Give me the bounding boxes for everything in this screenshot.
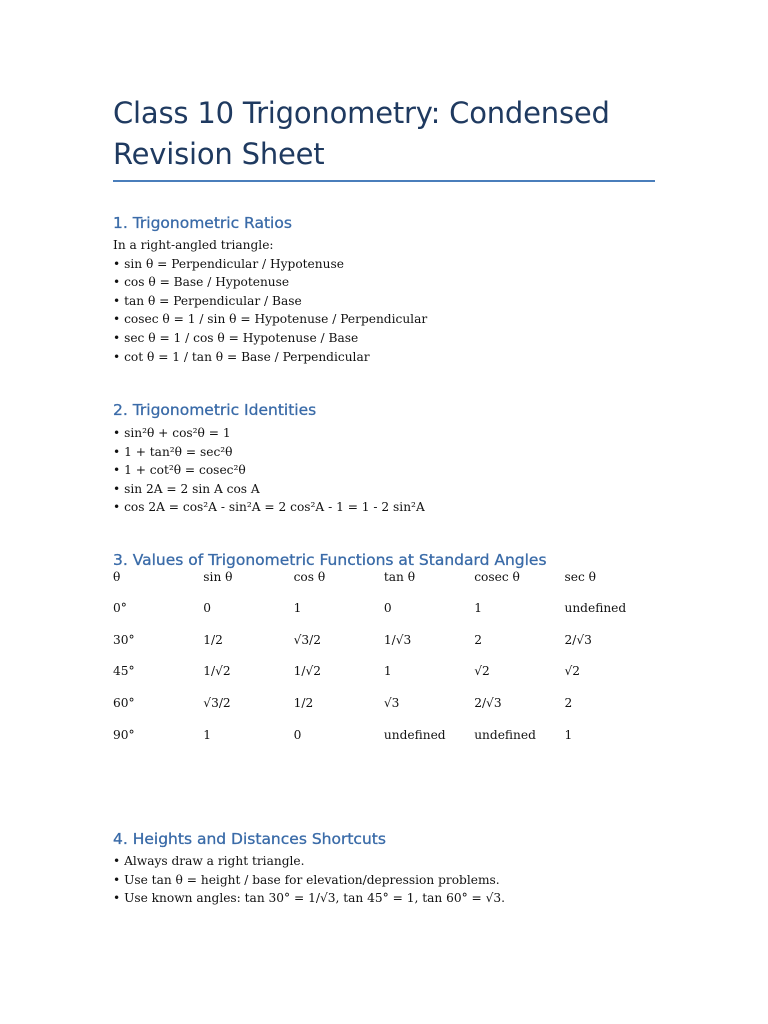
- table-cell: 45°: [113, 664, 135, 679]
- table-cell: 1: [293, 601, 302, 615]
- section-heading-values: 3. Values of Trigonometric Functions at Standard Angles: [113, 551, 547, 569]
- table-cell: 1/√3: [383, 632, 412, 647]
- table-cell: √3/2: [203, 696, 231, 711]
- table-cell: undefined: [474, 727, 536, 742]
- table-cell: 30°: [113, 632, 135, 647]
- table-cell: 0°: [113, 601, 127, 615]
- table-cell: √2: [474, 664, 490, 679]
- column-header: cosec θ: [474, 570, 520, 584]
- table-header-row: [113, 570, 655, 601]
- list-item: • Use tan θ = height / base for elevation/depression problems.: [113, 872, 500, 887]
- table-cell: 1: [564, 727, 573, 742]
- table-cell: 1/√2: [293, 664, 321, 679]
- table-cell: 2/√3: [564, 632, 592, 647]
- table-cell: √3/2: [293, 632, 321, 647]
- section-heading-heights: 4. Heights and Distances Shortcuts: [113, 830, 386, 848]
- table-cell: undefined: [383, 727, 446, 742]
- table-cell: 1/2: [293, 696, 314, 711]
- table-row: [113, 728, 655, 760]
- column-header: sin θ: [203, 570, 233, 584]
- section-heading-identities: 2. Trigonometric Identities: [113, 401, 317, 419]
- column-header: cos θ: [293, 570, 326, 584]
- table-row: [113, 633, 655, 665]
- table-cell: 0: [203, 601, 212, 615]
- table-cell: undefined: [564, 601, 627, 615]
- column-header: tan θ: [383, 570, 416, 584]
- list-item: • sin 2A = 2 sin A cos A: [113, 481, 260, 496]
- table-cell: 0: [293, 727, 302, 742]
- ratios-content: [113, 236, 427, 366]
- list-item: • cot θ = 1 / tan θ = Base / Perpendicular: [113, 349, 370, 364]
- list-item: • Always draw a right triangle.: [113, 854, 305, 868]
- table-row: [113, 696, 655, 728]
- table-cell: 2: [564, 696, 573, 711]
- table-cell: 90°: [113, 727, 135, 742]
- list-item: • cosec θ = 1 / sin θ = Hypotenuse / Perpendicular: [113, 312, 428, 327]
- standard-angles-table: [113, 570, 655, 759]
- table-cell: 2: [474, 632, 482, 647]
- table-cell: 1: [203, 727, 212, 742]
- list-item: • cos 2A = cos²A - sin²A = 2 cos²A - 1 = 1 - 2 sin²A: [113, 500, 425, 515]
- identities-content: [113, 424, 425, 517]
- page-title: Class 10 Trigonometry: Condensed Revision Sheet: [113, 96, 610, 171]
- list-item: • sin²θ + cos²θ = 1: [113, 426, 231, 440]
- list-item: • 1 + cot²θ = cosec²θ: [113, 463, 246, 478]
- list-item: • 1 + tan²θ = sec²θ: [113, 444, 233, 459]
- table-cell: 60°: [113, 696, 135, 711]
- table-cell: 1: [383, 664, 392, 679]
- list-item: • tan θ = Perpendicular / Base: [113, 293, 302, 308]
- list-item: • sec θ = 1 / cos θ = Hypotenuse / Base: [113, 330, 359, 345]
- list-item: • sin θ = Perpendicular / Hypotenuse: [113, 256, 344, 271]
- list-item: • Use known angles: tan 30° = 1/√3, tan 45° = 1, tan 60° = √3.: [113, 891, 506, 906]
- table-cell: 2/√3: [474, 696, 502, 711]
- table-cell: 1/2: [203, 632, 223, 647]
- section-heading-ratios: 1. Trigonometric Ratios: [113, 214, 292, 232]
- heights-content: [113, 852, 505, 908]
- table-cell: 1/√2: [203, 664, 231, 679]
- column-header: sec θ: [564, 570, 596, 584]
- table-row: [113, 664, 655, 696]
- table-cell: √3: [383, 696, 400, 711]
- table-cell: 1: [474, 601, 482, 615]
- table-cell: 0: [383, 601, 392, 615]
- table-cell: √2: [564, 664, 581, 679]
- table-row: [113, 601, 655, 633]
- list-item: • cos θ = Base / Hypotenuse: [113, 275, 290, 290]
- title-underline: [113, 180, 655, 182]
- column-header: θ: [113, 570, 121, 584]
- ratios-intro: In a right-angled triangle:: [113, 238, 274, 252]
